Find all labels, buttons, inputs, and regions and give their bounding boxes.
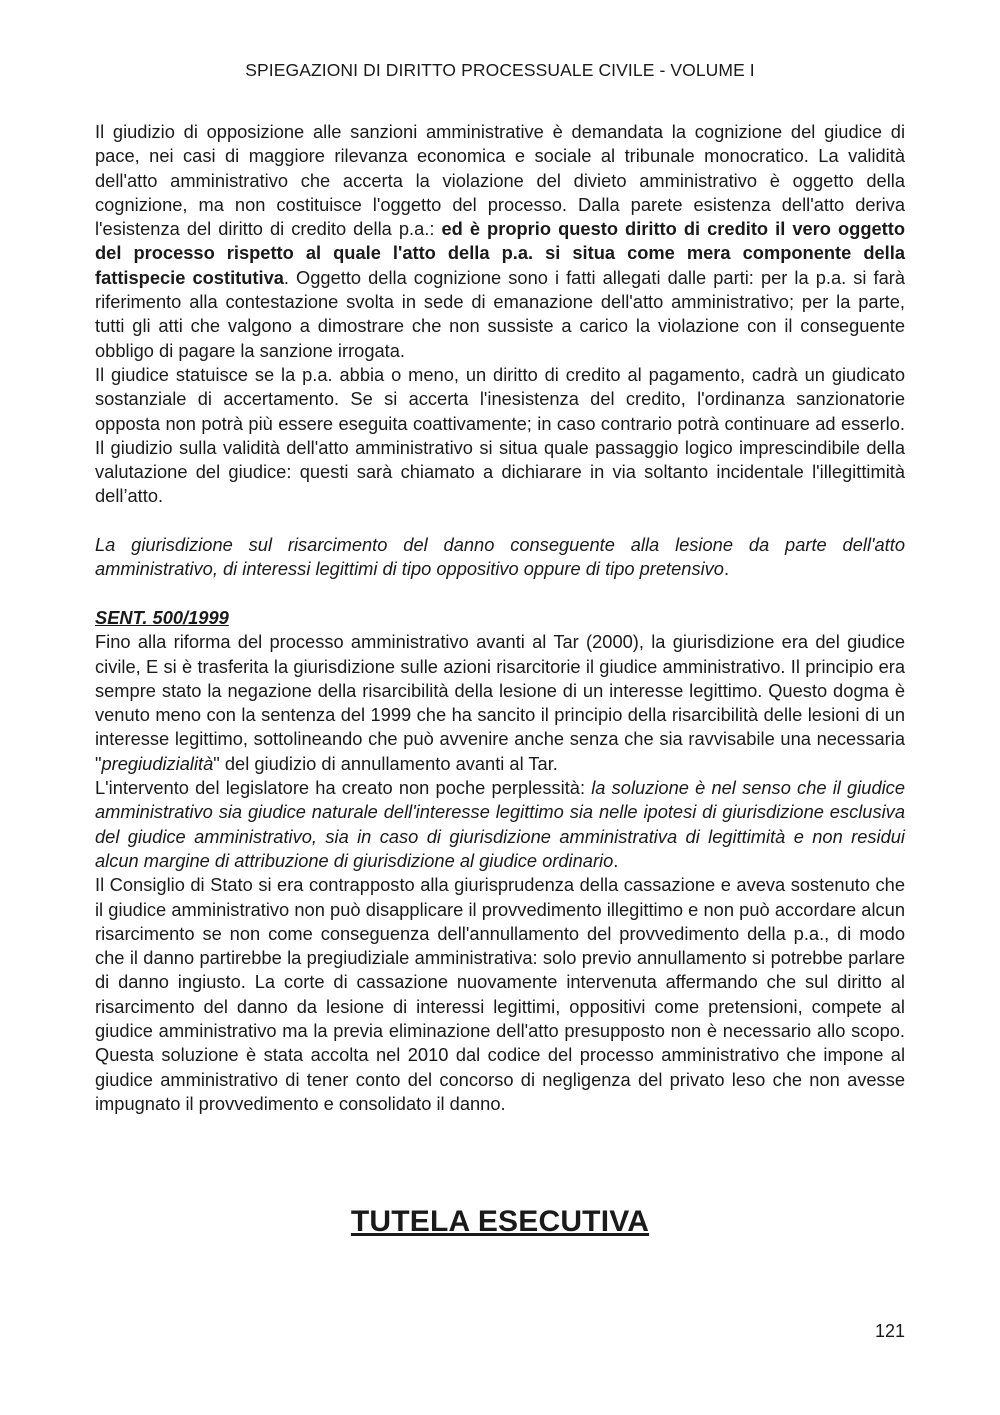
text-run: L'intervento del legislatore ha creato non poche perplessità: — [95, 777, 592, 799]
bold-text: ed è proprio questo diritto di credito il vero oggetto del processo rispetto al quale l'atto della p.a. si situa come mera componente della fattispecie costitutiva — [95, 218, 905, 288]
paragraph-giurisdizione-italic — [95, 533, 905, 582]
paragraph-opposizione — [95, 120, 905, 363]
sentence-heading: SENT. 500/1999 — [95, 606, 229, 628]
text-run: Il giudizio di opposizione alle sanzioni amministrative è demandata la cognizione del giudice di pace, nei casi di maggiore rilevanza economica e sociale al tribunale monocratico. La validità dell'atto amministrativo che accerta la violazione del divieto amministrativo è oggetto della cognizione, ma non costituisce l'oggetto del processo. Dalla parete esistenza dell'atto deriva l'esistenza del diritto di credito della p.a.: — [95, 121, 905, 240]
paragraph-riforma — [95, 630, 905, 776]
text-run: . — [723, 558, 730, 580]
running-header: SPIEGAZIONI DI DIRITTO PROCESSUALE CIVILE - VOLUME I — [245, 60, 755, 80]
text-run: Fino alla riforma del processo amministrativo avanti al Tar (2000), la giurisdizione era del giudice civile, E si è trasferita la giurisdizione sulle azioni risarcitorie il giudice amministrativo. Il principio era sempre stato la negazione della risarcibilità della lesione di un interesse legittimo. Questo dogma è venuto meno con la sentenza del 1999 che ha sancito il principio della risarcibilità delle lesioni di un interesse legittimo, sottolineando che può avvenire anche senza che sia ravvisabile una necessaria " — [95, 631, 905, 774]
body-text — [95, 120, 905, 1116]
page-number: 121 — [874, 1321, 905, 1341]
paragraph-legislatore — [95, 776, 905, 873]
italic-text: pregiudizialità — [101, 752, 214, 774]
italic-text: La giurisdizione sul risarcimento del danno conseguente alla lesione da parte dell'atto amministrativo, di interessi legittimi di tipo oppositivo oppure di tipo pretensivo — [95, 534, 905, 580]
text-run: " del giudizio di annullamento avanti al Tar. — [213, 752, 558, 774]
section-title: TUTELA ESECUTIVA — [350, 1205, 650, 1238]
italic-text: la soluzione è nel senso che il giudice amministrativo sia giudice naturale dell'interesse legittimo sia nelle ipotesi di giurisdizione esclusiva del giudice amministrativo, sia in caso di giurisdizione amministrativa di legittimità e non residui alcun margine di attribuzione di giurisdizione al giudice ordinario — [95, 777, 905, 871]
text-run: . Oggetto della cognizione sono i fatti allegati dalle parti: per la p.a. si farà riferimento alla contestazione svolta in sede di emanazione dell'atto amministrativo; per la parte, tutti gli atti che valgono a dimostrare che non sussiste a carico la violazione con il conseguente obbligo di pagare la sanzione irrogata. — [95, 266, 905, 361]
paragraph-consiglio-di-stato: Il Consiglio di Stato si era contrapposto alla giurisprudenza della cassazione e aveva sostenuto che il giudice amministrativo non può disapplicare il provvedimento illegittimo e non può accordare alcun risarcimento se non come conseguenza dell'annullamento del provvedimento della p.a., di modo che il danno partirebbe la pregiudiziale amministrativa: solo previo annullamento si potrebbe parlare di danno ingiusto. La corte di cassazione nuovamente intervenuta affermando che sul diritto al risarcimento del danno da lesione di interessi legittimi, oppositivi come pretensioni, compete al giudice amministrativo ma la previa eliminazione dell'atto presupposto non è necessario allo scopo. Questa soluzione è stata accolta nel 2010 dal codice del processo amministrativo che impone al giudice amministrativo di tener conto del concorso di negligenza del privato leso che non avesse impugnato il provvedimento e consolidato il danno. — [95, 874, 905, 1114]
text-run: . — [613, 849, 619, 871]
paragraph-giudicato: Il giudice statuisce se la p.a. abbia o meno, un diritto di credito al pagamento, cadrà un giudicato sostanziale di accertamento. Se si accerta l'inesistenza del credito, l'ordinanza sanzionatorie opposta non potrà più essere eseguita coattivamente; in caso contrario potrà continuare ad esserlo. Il giudizio sulla validità dell'atto amministrativo si situa quale passaggio logico imprescindibile della valutazione del giudice: questi sarà chiamato a dichiarare in via soltanto incidentale l'illegittimità dell’atto. — [95, 363, 905, 507]
